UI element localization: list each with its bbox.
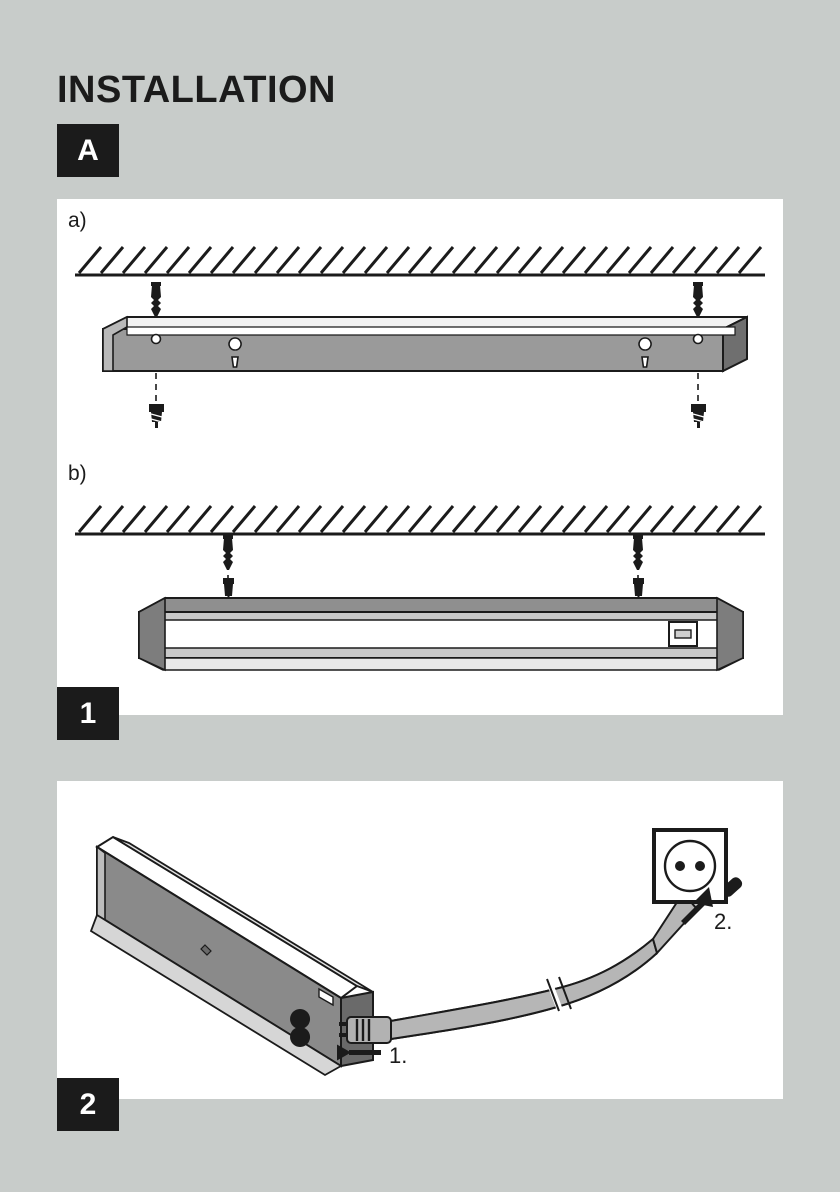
wall-hatching <box>75 506 765 534</box>
screw-icon <box>149 404 164 428</box>
step-badge-2: 2 <box>57 1078 119 1131</box>
figure-mount-a <box>57 199 783 449</box>
figure-plug-connection <box>57 781 783 1099</box>
callout-1-label: 1. <box>389 1043 408 1068</box>
wall-anchor-icon <box>151 282 161 317</box>
light-fixture-icon <box>91 837 373 1075</box>
wall-hatching <box>75 247 765 275</box>
section-badge-a: A <box>57 124 119 177</box>
wall-socket-icon <box>654 830 726 902</box>
rocker-switch-icon <box>669 622 697 646</box>
page-title: INSTALLATION <box>57 69 336 112</box>
power-cord-icon <box>391 939 657 1039</box>
plug-icon <box>339 1017 391 1043</box>
wall-anchor-icon <box>693 282 703 317</box>
step-badge-1: 1 <box>57 687 119 740</box>
screw-icon <box>691 404 706 428</box>
figure-mount-b <box>57 452 783 702</box>
light-fixture-icon <box>103 317 747 371</box>
light-fixture-icon <box>139 598 743 670</box>
callout-2-label: 2. <box>714 909 733 934</box>
substep-label-a: a) <box>68 209 87 232</box>
substep-label-b: b) <box>68 462 87 485</box>
